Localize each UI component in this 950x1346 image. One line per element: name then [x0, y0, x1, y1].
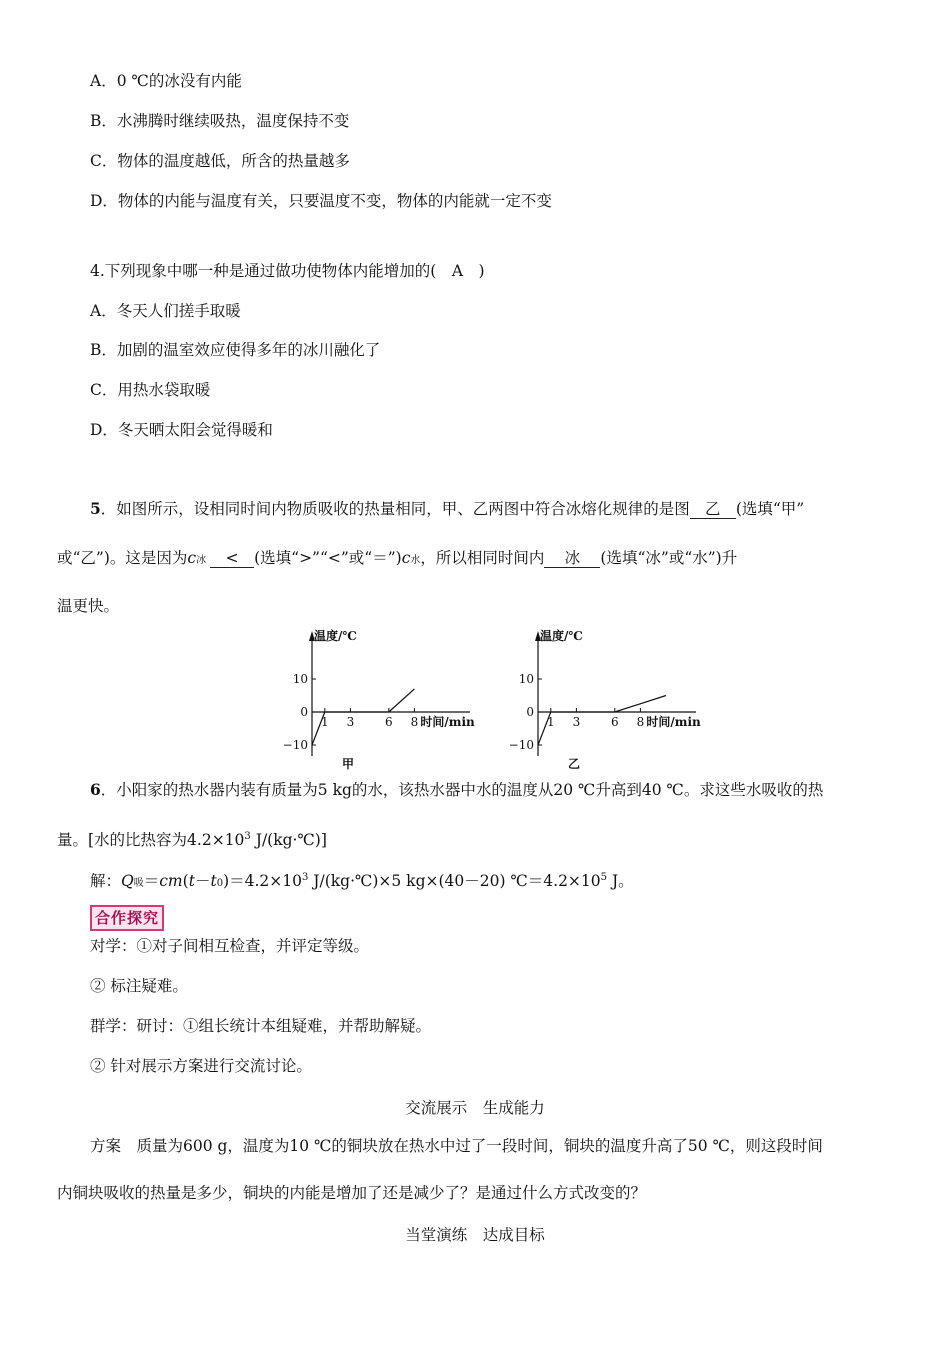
q5-text-f: (选填“冰”或“水”)升	[600, 549, 738, 567]
q6-text-b: 量。[水的比热容为4.2×10	[57, 831, 245, 849]
sol-part-f: J/(kg·℃)×5 kg×(40－20) ℃＝4.2×10	[308, 872, 601, 890]
x-tick-label: 1	[320, 715, 329, 729]
sol-t0: t	[210, 872, 217, 890]
y-tick-label: 0	[526, 705, 534, 719]
q3-option-d: D．物体的内能与温度有关，只要温度不变，物体的内能就一定不变	[90, 192, 552, 210]
sol-t0-sub: 0	[216, 878, 224, 889]
x-tick-label: 6	[610, 715, 619, 729]
sol-minus: －	[194, 872, 211, 890]
sol-cm: cm	[159, 872, 183, 890]
q3-option-a: A．0 ℃的冰没有内能	[90, 72, 242, 90]
y-tick-label: −10	[282, 738, 308, 752]
sol-exp2: 5	[600, 872, 608, 883]
sol-q: Q	[121, 872, 134, 890]
q6-solution	[90, 868, 634, 894]
q4-option-a: A．冬天人们搓手取暖	[90, 302, 241, 320]
cooperate-line-3: 群学：研讨：①组长统计本组疑难，并帮助解疑。	[90, 1017, 432, 1035]
chart-caption: 甲	[341, 757, 355, 771]
x-tick-label: 8	[410, 715, 419, 729]
sol-part-e: )＝4.2×10	[223, 872, 302, 890]
q3-option-b: B．水沸腾时继续吸热，温度保持不变	[90, 112, 350, 130]
q5-text-e: ，所以相同时间内	[420, 549, 545, 567]
q6-text-c: J/(kg·℃)]	[250, 831, 327, 849]
x-tick-label: 6	[384, 715, 393, 729]
sol-exp1: 3	[301, 872, 309, 883]
sol-label: 解：	[90, 872, 122, 890]
q6-line2	[57, 827, 327, 850]
y-tick-label: 10	[292, 672, 308, 686]
q5-text-a: ．如图所示，设相同时间内物质吸收的热量相同，甲、乙两图中符合冰熔化规律的是图	[100, 500, 690, 518]
cooperate-line-2: ② 标注疑难。	[90, 977, 188, 995]
series-line-3	[389, 689, 415, 712]
q5-sub-water: 水	[410, 555, 421, 566]
y-tick-label: 10	[518, 672, 534, 686]
y-tick-label: −10	[508, 738, 534, 752]
section-heading-2: 当堂演练 达成目标	[405, 1226, 545, 1244]
y-axis-label: 温度/℃	[314, 629, 357, 643]
q3-option-c: C．物体的温度越低，所含的热量越多	[90, 152, 350, 170]
x-tick-label: 3	[572, 715, 581, 729]
q5-line3: 温更快。	[57, 597, 120, 615]
x-axis-label: 时间/min	[646, 715, 701, 729]
q5-c-ice: c	[187, 549, 197, 567]
section-heading-1: 交流展示 生成能力	[405, 1099, 545, 1117]
q4-option-c: C．用热水袋取暖	[90, 381, 211, 399]
chart-caption: 乙	[567, 757, 581, 771]
cooperate-badge: 合作探究	[90, 905, 164, 931]
q5-answer-1: 乙	[690, 500, 736, 519]
q4-stem: 4.下列现象中哪一种是通过做功使物体内能增加的( A )	[90, 262, 485, 280]
q6-exp: 3	[244, 831, 251, 842]
sol-q-sub: 吸	[133, 878, 144, 889]
sol-t: t	[188, 872, 195, 890]
q4-option-b: B．加剧的温室效应使得多年的冰川融化了	[90, 341, 381, 359]
sol-part-g: J。	[607, 872, 634, 890]
cooperate-line-1: 对学：①对子间相互检查，并评定等级。	[90, 937, 370, 955]
plan-line-2: 内铜块吸收的热量是多少，铜块的内能是增加了还是减少了？是通过什么方式改变的？	[57, 1184, 647, 1202]
sol-paren: (	[182, 872, 189, 890]
x-tick-label: 3	[346, 715, 355, 729]
q5-answer-3: 冰	[544, 549, 600, 568]
q5-line1	[90, 499, 804, 519]
chart-yi	[496, 622, 726, 772]
q6-line1	[90, 780, 823, 800]
q5-answer-2: <	[210, 549, 254, 568]
sol-eq: ＝	[143, 872, 160, 890]
q4-option-d: D．冬天晒太阳会觉得暖和	[90, 421, 273, 439]
x-axis-label: 时间/min	[420, 715, 475, 729]
cooperate-line-4: ② 针对展示方案进行交流讨论。	[90, 1057, 312, 1075]
x-tick-label: 8	[636, 715, 645, 729]
plan-line-1: 方案 质量为600 g，温度为10 ℃的铜块放在热水中过了一段时间，铜块的温度升高了50 ℃，则这段时间	[90, 1137, 823, 1155]
y-axis-label: 温度/℃	[540, 629, 583, 643]
q5-number: 5	[90, 499, 101, 518]
q6-text-a: ．小阳家的热水器内装有质量为5 kg的水，该热水器中水的温度从20 ℃升高到40 ℃。求这些水吸收的热	[100, 781, 824, 799]
q5-text-c: 或“乙”)。这是因为	[57, 549, 188, 567]
x-tick-label: 1	[546, 715, 555, 729]
q6-number: 6	[90, 780, 101, 799]
y-tick-label: 0	[300, 705, 308, 719]
q5-c-water: c	[401, 549, 411, 567]
chart-jia	[270, 622, 500, 772]
q5-sub-ice: 冰	[196, 555, 207, 566]
q5-text-b: (选填“甲”	[735, 500, 805, 518]
q5-text-d: (选填“>”“<”或“＝”)	[254, 549, 402, 567]
q5-line2	[57, 548, 737, 571]
